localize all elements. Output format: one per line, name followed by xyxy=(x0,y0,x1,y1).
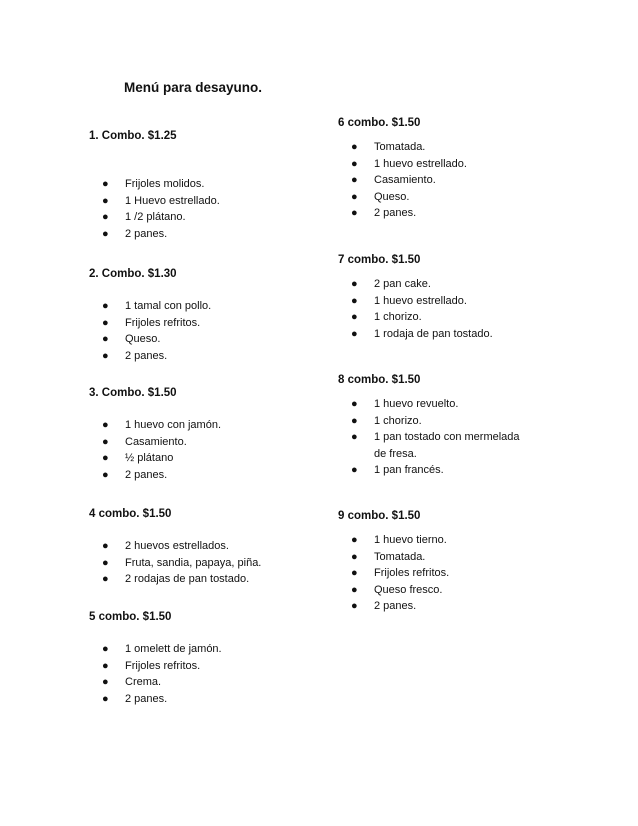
item-list xyxy=(338,396,534,479)
bullet-icon: ● xyxy=(351,278,358,290)
combo-heading: 5 combo. $1.50 xyxy=(89,611,172,623)
bullet-icon: ● xyxy=(102,692,109,705)
list-item xyxy=(338,326,493,343)
combo-heading: 4 combo. $1.50 xyxy=(89,508,172,520)
item-text: Queso. xyxy=(125,333,161,346)
list-item xyxy=(89,641,222,658)
bullet-icon: ● xyxy=(102,556,109,569)
item-text: Frijoles molidos. xyxy=(125,178,205,190)
list-item xyxy=(338,156,467,173)
bullet-icon: ● xyxy=(351,464,358,477)
item-list xyxy=(89,298,211,364)
bullet-icon: ● xyxy=(102,540,109,552)
combo-2 xyxy=(89,268,211,364)
bullet-icon: ● xyxy=(102,452,109,465)
bullet-icon: ● xyxy=(351,207,358,220)
list-item xyxy=(89,450,221,467)
item-text: Casamiento. xyxy=(374,174,436,187)
item-text: 2 panes. xyxy=(125,692,168,705)
item-text: 2 rodajas de pan tostado. xyxy=(125,573,250,586)
bullet-icon: ● xyxy=(351,550,358,563)
bullet-icon: ● xyxy=(351,141,358,153)
list-item xyxy=(338,413,534,430)
item-text: 1 huevo con jamón. xyxy=(125,419,222,431)
list-item xyxy=(89,467,221,484)
bullet-icon: ● xyxy=(351,414,358,427)
list-item xyxy=(89,176,220,193)
list-item xyxy=(338,205,467,222)
combo-heading: 9 combo. $1.50 xyxy=(338,510,421,522)
item-text: 1 tamal con pollo. xyxy=(125,300,212,312)
combo-1 xyxy=(89,130,220,242)
bullet-icon: ● xyxy=(102,435,109,448)
list-item xyxy=(89,658,222,675)
item-text: Fruta, sandia, papaya, piña. xyxy=(125,556,262,569)
item-text: Tomatada. xyxy=(374,141,426,153)
item-text: 2 panes. xyxy=(374,600,417,613)
list-item xyxy=(89,417,221,434)
item-text: 2 panes. xyxy=(125,468,168,481)
list-item xyxy=(338,189,467,206)
item-list xyxy=(338,276,493,342)
item-text: Queso fresco. xyxy=(374,583,443,596)
item-list xyxy=(89,417,221,483)
list-item xyxy=(89,674,222,691)
list-item xyxy=(338,396,534,413)
bullet-icon: ● xyxy=(102,227,109,240)
combo-6 xyxy=(338,117,467,222)
bullet-icon: ● xyxy=(102,316,109,329)
item-text: 1 Huevo estrellado. xyxy=(125,194,220,207)
item-text: 1 pan tostado con mermelada de fresa. xyxy=(374,431,520,460)
combo-5 xyxy=(89,611,222,707)
item-text: 1 /2 plátano. xyxy=(125,211,186,224)
bullet-icon: ● xyxy=(351,157,358,170)
bullet-icon: ● xyxy=(102,573,109,586)
combo-heading: 8 combo. $1.50 xyxy=(338,374,421,386)
list-item xyxy=(89,434,221,451)
list-item xyxy=(338,565,449,582)
list-item xyxy=(338,429,534,462)
combo-9 xyxy=(338,510,449,615)
item-list xyxy=(89,538,261,588)
combo-heading: 3. Combo. $1.50 xyxy=(89,387,177,399)
combo-heading: 1. Combo. $1.25 xyxy=(89,130,177,142)
bullet-icon: ● xyxy=(351,567,358,580)
bullet-icon: ● xyxy=(102,300,109,312)
bullet-icon: ● xyxy=(351,190,358,203)
item-text: Tomatada. xyxy=(374,550,426,563)
list-item xyxy=(89,691,222,708)
item-text: 1 huevo revuelto. xyxy=(374,398,459,410)
bullet-icon: ● xyxy=(102,676,109,689)
item-text: Casamiento. xyxy=(125,435,187,448)
combo-7 xyxy=(338,254,493,342)
combo-3 xyxy=(89,387,221,483)
list-item xyxy=(89,571,261,588)
list-item xyxy=(89,555,261,572)
bullet-icon: ● xyxy=(102,659,109,672)
bullet-icon: ● xyxy=(102,333,109,346)
item-text: 1 huevo tierno. xyxy=(374,534,447,546)
list-item xyxy=(338,462,534,479)
item-list xyxy=(338,139,467,222)
item-list xyxy=(89,176,220,242)
item-text: Frijoles refritos. xyxy=(374,567,450,580)
list-item xyxy=(338,582,449,599)
bullet-icon: ● xyxy=(351,327,358,340)
bullet-icon: ● xyxy=(351,294,358,307)
list-item xyxy=(338,139,467,156)
item-text: ½ plátano xyxy=(125,452,174,465)
list-item xyxy=(89,226,220,243)
bullet-icon: ● xyxy=(102,194,109,207)
item-text: 1 chorizo. xyxy=(374,311,422,324)
item-text: 1 huevo estrellado. xyxy=(374,294,467,307)
item-text: 2 panes. xyxy=(125,227,168,240)
bullet-icon: ● xyxy=(351,398,358,410)
list-item xyxy=(338,309,493,326)
bullet-icon: ● xyxy=(351,534,358,546)
item-list xyxy=(338,532,449,615)
list-item xyxy=(89,538,261,555)
combo-heading: 7 combo. $1.50 xyxy=(338,254,421,266)
list-item xyxy=(338,532,449,549)
bullet-icon: ● xyxy=(351,583,358,596)
combo-heading: 6 combo. $1.50 xyxy=(338,117,421,129)
item-text: 1 huevo estrellado. xyxy=(374,157,467,170)
bullet-icon: ● xyxy=(351,311,358,324)
item-text: 2 panes. xyxy=(374,207,417,220)
page-title: Menú para desayuno. xyxy=(124,80,263,95)
combo-4 xyxy=(89,508,261,588)
combo-8 xyxy=(338,374,534,479)
item-text: 2 pan cake. xyxy=(374,278,431,290)
list-item xyxy=(338,276,493,293)
item-text: Queso. xyxy=(374,190,410,203)
list-item xyxy=(89,298,211,315)
list-item xyxy=(89,331,211,348)
bullet-icon: ● xyxy=(102,468,109,481)
item-text: 1 pan francés. xyxy=(374,464,444,477)
bullet-icon: ● xyxy=(351,600,358,613)
list-item xyxy=(89,209,220,226)
item-text: 1 rodaja de pan tostado. xyxy=(374,327,493,340)
bullet-icon: ● xyxy=(351,174,358,187)
item-text: 2 huevos estrellados. xyxy=(125,540,229,552)
list-item xyxy=(89,315,211,332)
bullet-icon: ● xyxy=(102,419,109,431)
item-text: 2 panes. xyxy=(125,349,168,362)
item-list xyxy=(89,641,222,707)
item-text: Frijoles refritos. xyxy=(125,659,201,672)
list-item xyxy=(89,348,211,365)
list-item xyxy=(338,598,449,615)
item-text: 1 omelett de jamón. xyxy=(125,643,222,655)
item-text: Crema. xyxy=(125,676,162,689)
list-item xyxy=(89,193,220,210)
list-item xyxy=(338,549,449,566)
item-text: 1 chorizo. xyxy=(374,414,422,427)
bullet-icon: ● xyxy=(102,643,109,655)
item-text: Frijoles refritos. xyxy=(125,316,201,329)
bullet-icon: ● xyxy=(351,431,358,444)
bullet-icon: ● xyxy=(102,211,109,224)
list-item xyxy=(338,172,467,189)
bullet-icon: ● xyxy=(102,178,109,190)
list-item xyxy=(338,293,493,310)
combo-heading: 2. Combo. $1.30 xyxy=(89,268,177,280)
bullet-icon: ● xyxy=(102,349,109,362)
